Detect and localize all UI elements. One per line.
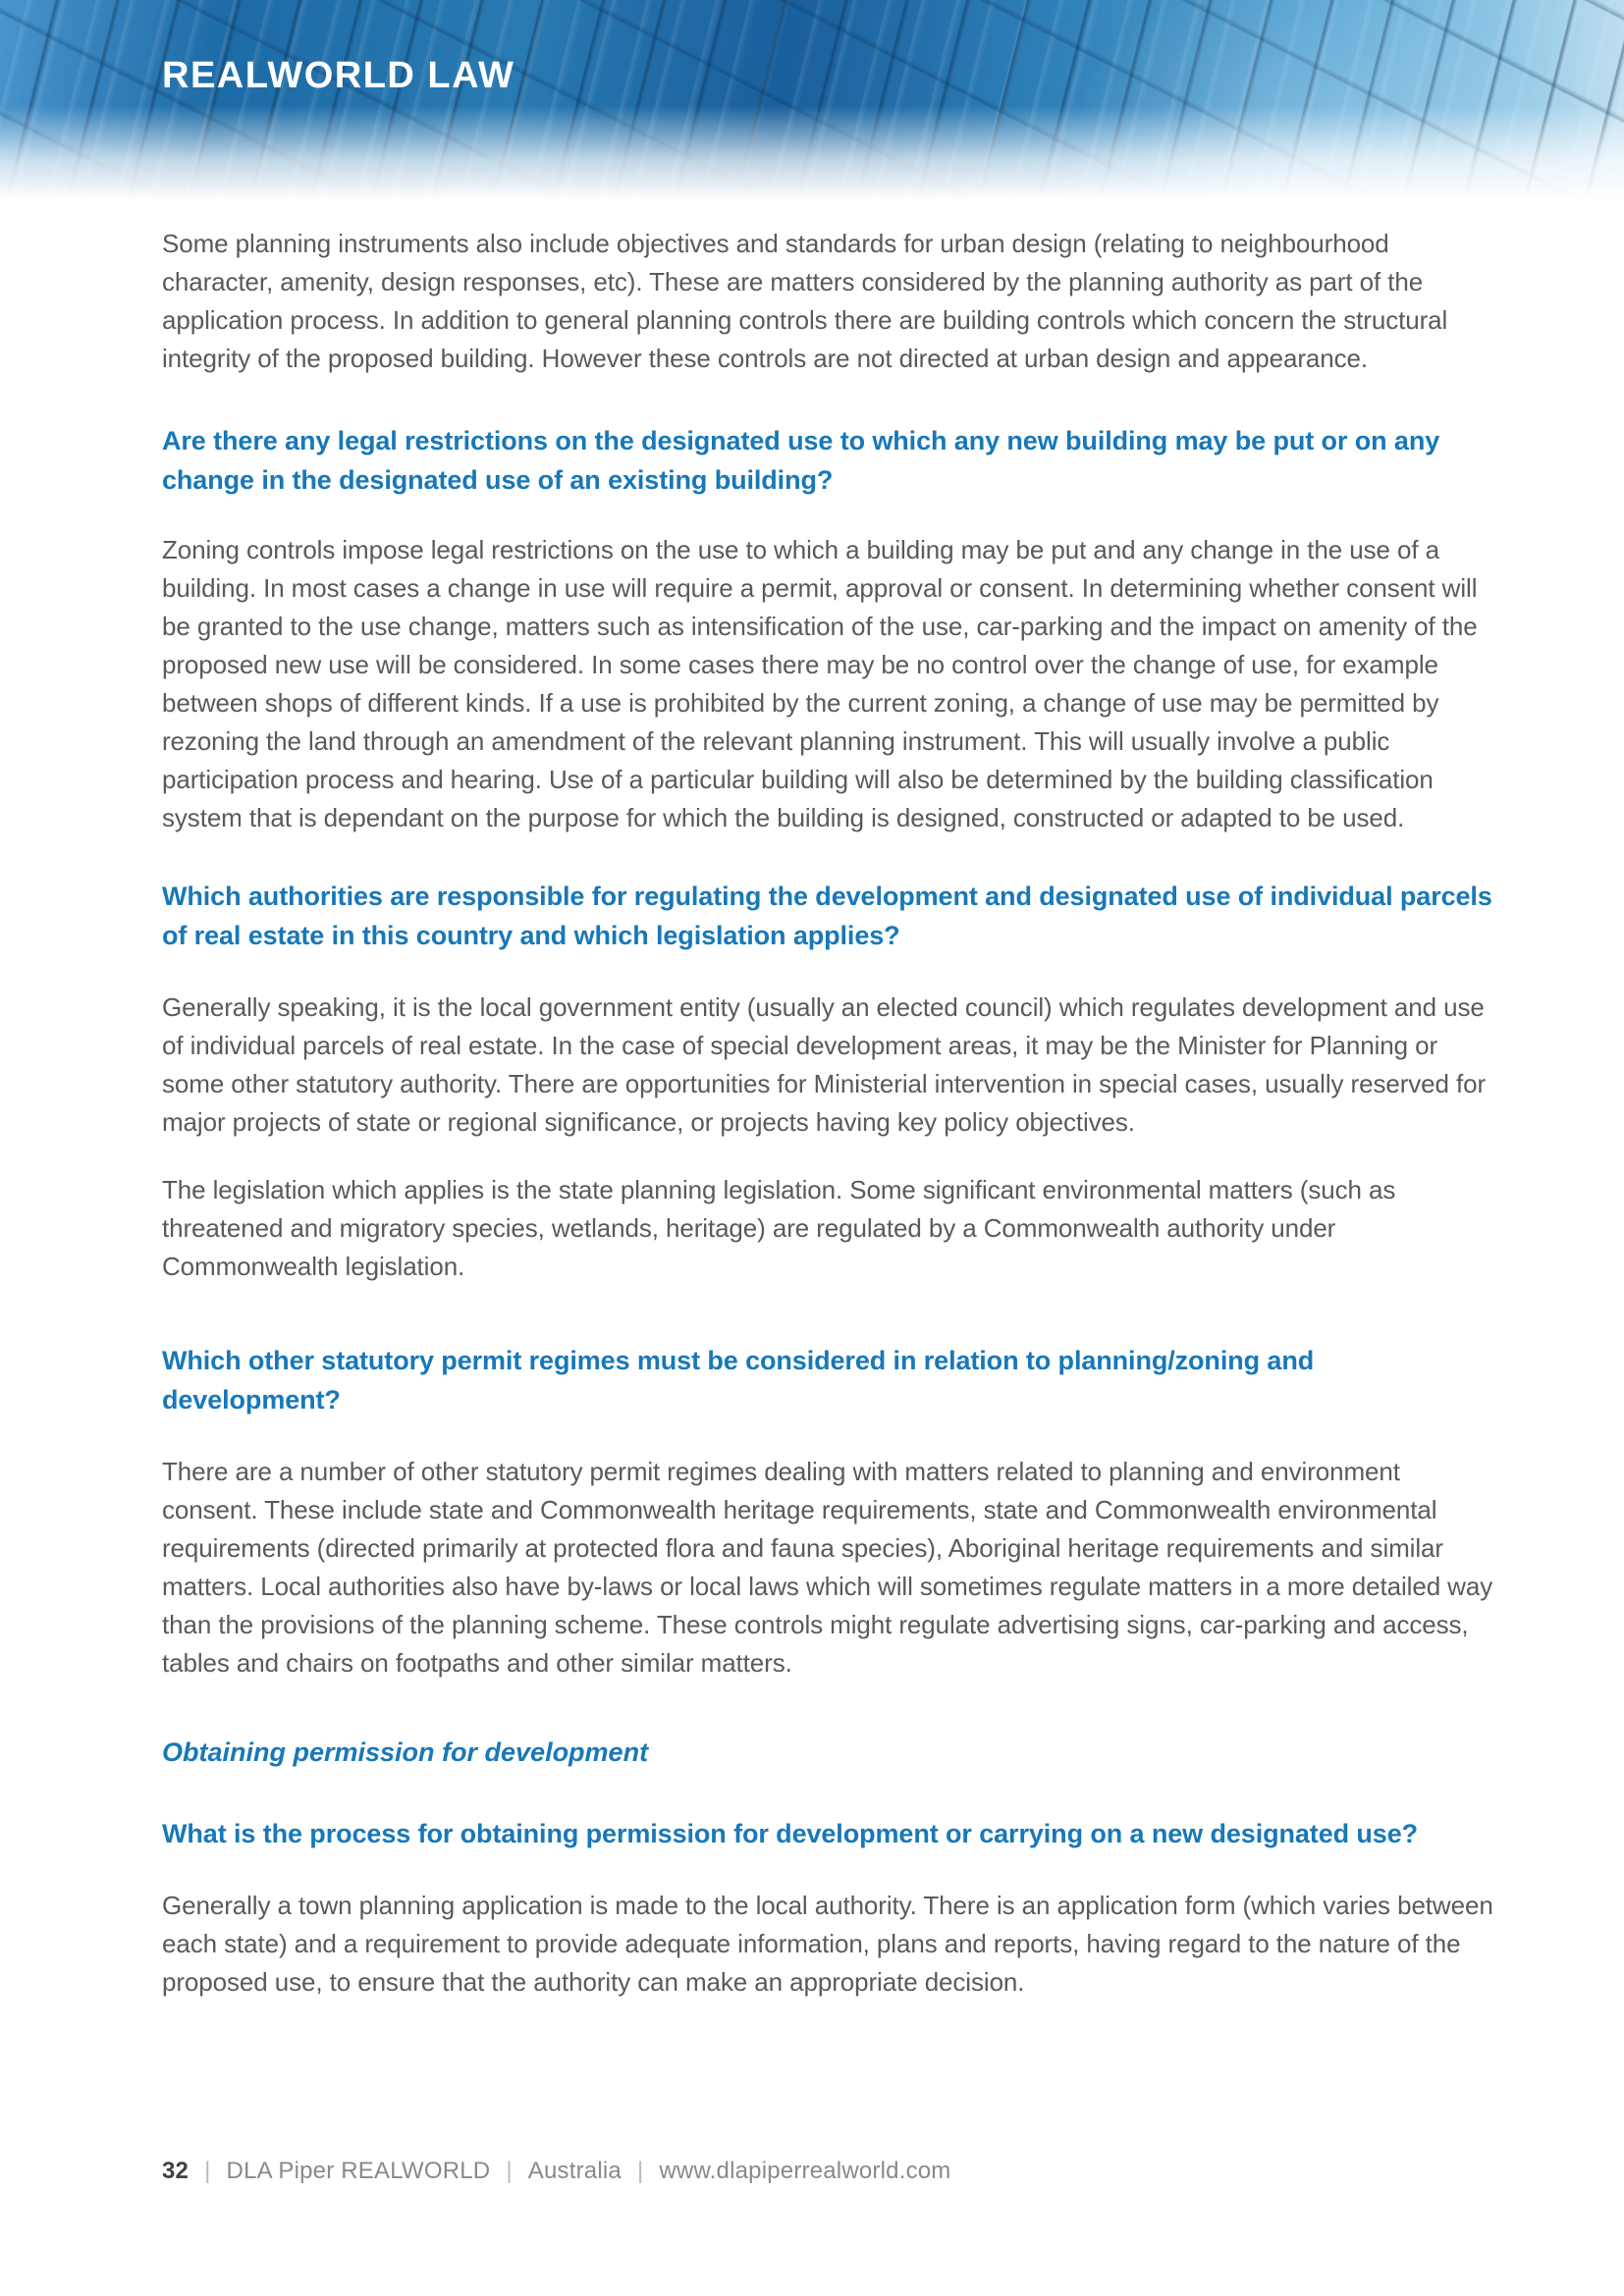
page-number: 32 [162,2158,189,2184]
page-header-banner [0,0,1624,211]
page-footer [162,2158,951,2185]
question-heading-other-permit-regimes: Which other statutory permit regimes must be considered in relation to planning/zoning and development? [162,1346,1315,1415]
footer-separator: | [506,2158,513,2184]
answer-paragraph-permit-regimes: There are a number of other statutory permit regimes dealing with matters related to planning and environment consent. These include state and Commonwealth heritage requirements, state and Commonwealth environmental requirements (directed primarily at protected flora and fauna species), Aboriginal heritage requirements and similar matters. Local authorities also have by-laws or local laws which will sometimes regulate matters in a more detailed way than the provisions of the planning scheme. These controls might regulate advertising signs, car-parking and access, tables and chairs on footpaths and other similar matters. [162,1457,1493,1678]
footer-separator: | [636,2158,644,2184]
answer-paragraph-zoning-controls: Zoning controls impose legal restrictions on the use to which a building may be put and any change in the use of a building. In most cases a change in use will require a permit, approval or consent. In determining whether consent will be granted to the use change, matters such as intensification of the use, car-parking and the impact on amenity of the proposed new use will be considered. In some cases there may be no control over the change of use, for example between shops of different kinds. If a use is prohibited by the current zoning, a change of use may be permitted by rezoning the land through an amendment of the relevant planning instrument. This will usually involve a public participation process and hearing. Use of a particular building will also be determined by the building classification system that is dependant on the purpose for which the building is designed, constructed or adapted to be used. [162,535,1478,832]
question-heading-legal-restrictions: Are there any legal restrictions on the designated use to which any new building may be put or on any change in the designated use of an existing building? [162,426,1440,495]
answer-paragraph-local-government: Generally speaking, it is the local government entity (usually an elected council) which regulates development and use of individual parcels of real estate. In the case of special development areas, it may be the Minister for Planning or some other statutory authority. There are opportunities for Ministerial intervention in special cases, usually reserved for major projects of state or regional significance, or projects having key policy objectives. [162,992,1487,1137]
footer-separator: | [204,2158,211,2184]
page-content [162,225,1497,2002]
intro-paragraph: Some planning instruments also include objectives and standards for urban design (relating to neighbourhood character, amenity, design responses, etc). These are matters considered by the planning authority as part of the application process. In addition to general planning controls there are building controls which concern the structural integrity of the proposed building. However these controls are not directed at urban design and appearance. [162,229,1448,373]
answer-paragraph-legislation: The legislation which applies is the state planning legislation. Some significant environmental matters (such as threatened and migratory species, wetlands, heritage) are regulated by a Commonwealth authority under Commonwealth legislation. [162,1175,1396,1281]
section-subheading-obtaining-permission: Obtaining permission for development [162,1737,649,1767]
answer-paragraph-application-process: Generally a town planning application is made to the local authority. There is an application form (which varies between each state) and a requirement to provide adequate information, plans and reports, having regard to the nature of the proposed use, to ensure that the authority can make an appropriate decision. [162,1891,1493,1997]
footer-country: Australia [527,2158,622,2184]
footer-url: www.dlapiperrealworld.com [659,2158,951,2184]
footer-brand: DLA Piper REALWORLD [226,2158,491,2184]
question-heading-responsible-authorities: Which authorities are responsible for regulating the development and designated use of individual parcels of real estate in this country and which legislation applies? [162,881,1492,950]
question-heading-permission-process: What is the process for obtaining permission for development or carrying on a new designated use? [162,1819,1419,1848]
brand-title: REALWORLD LAW [162,55,515,96]
